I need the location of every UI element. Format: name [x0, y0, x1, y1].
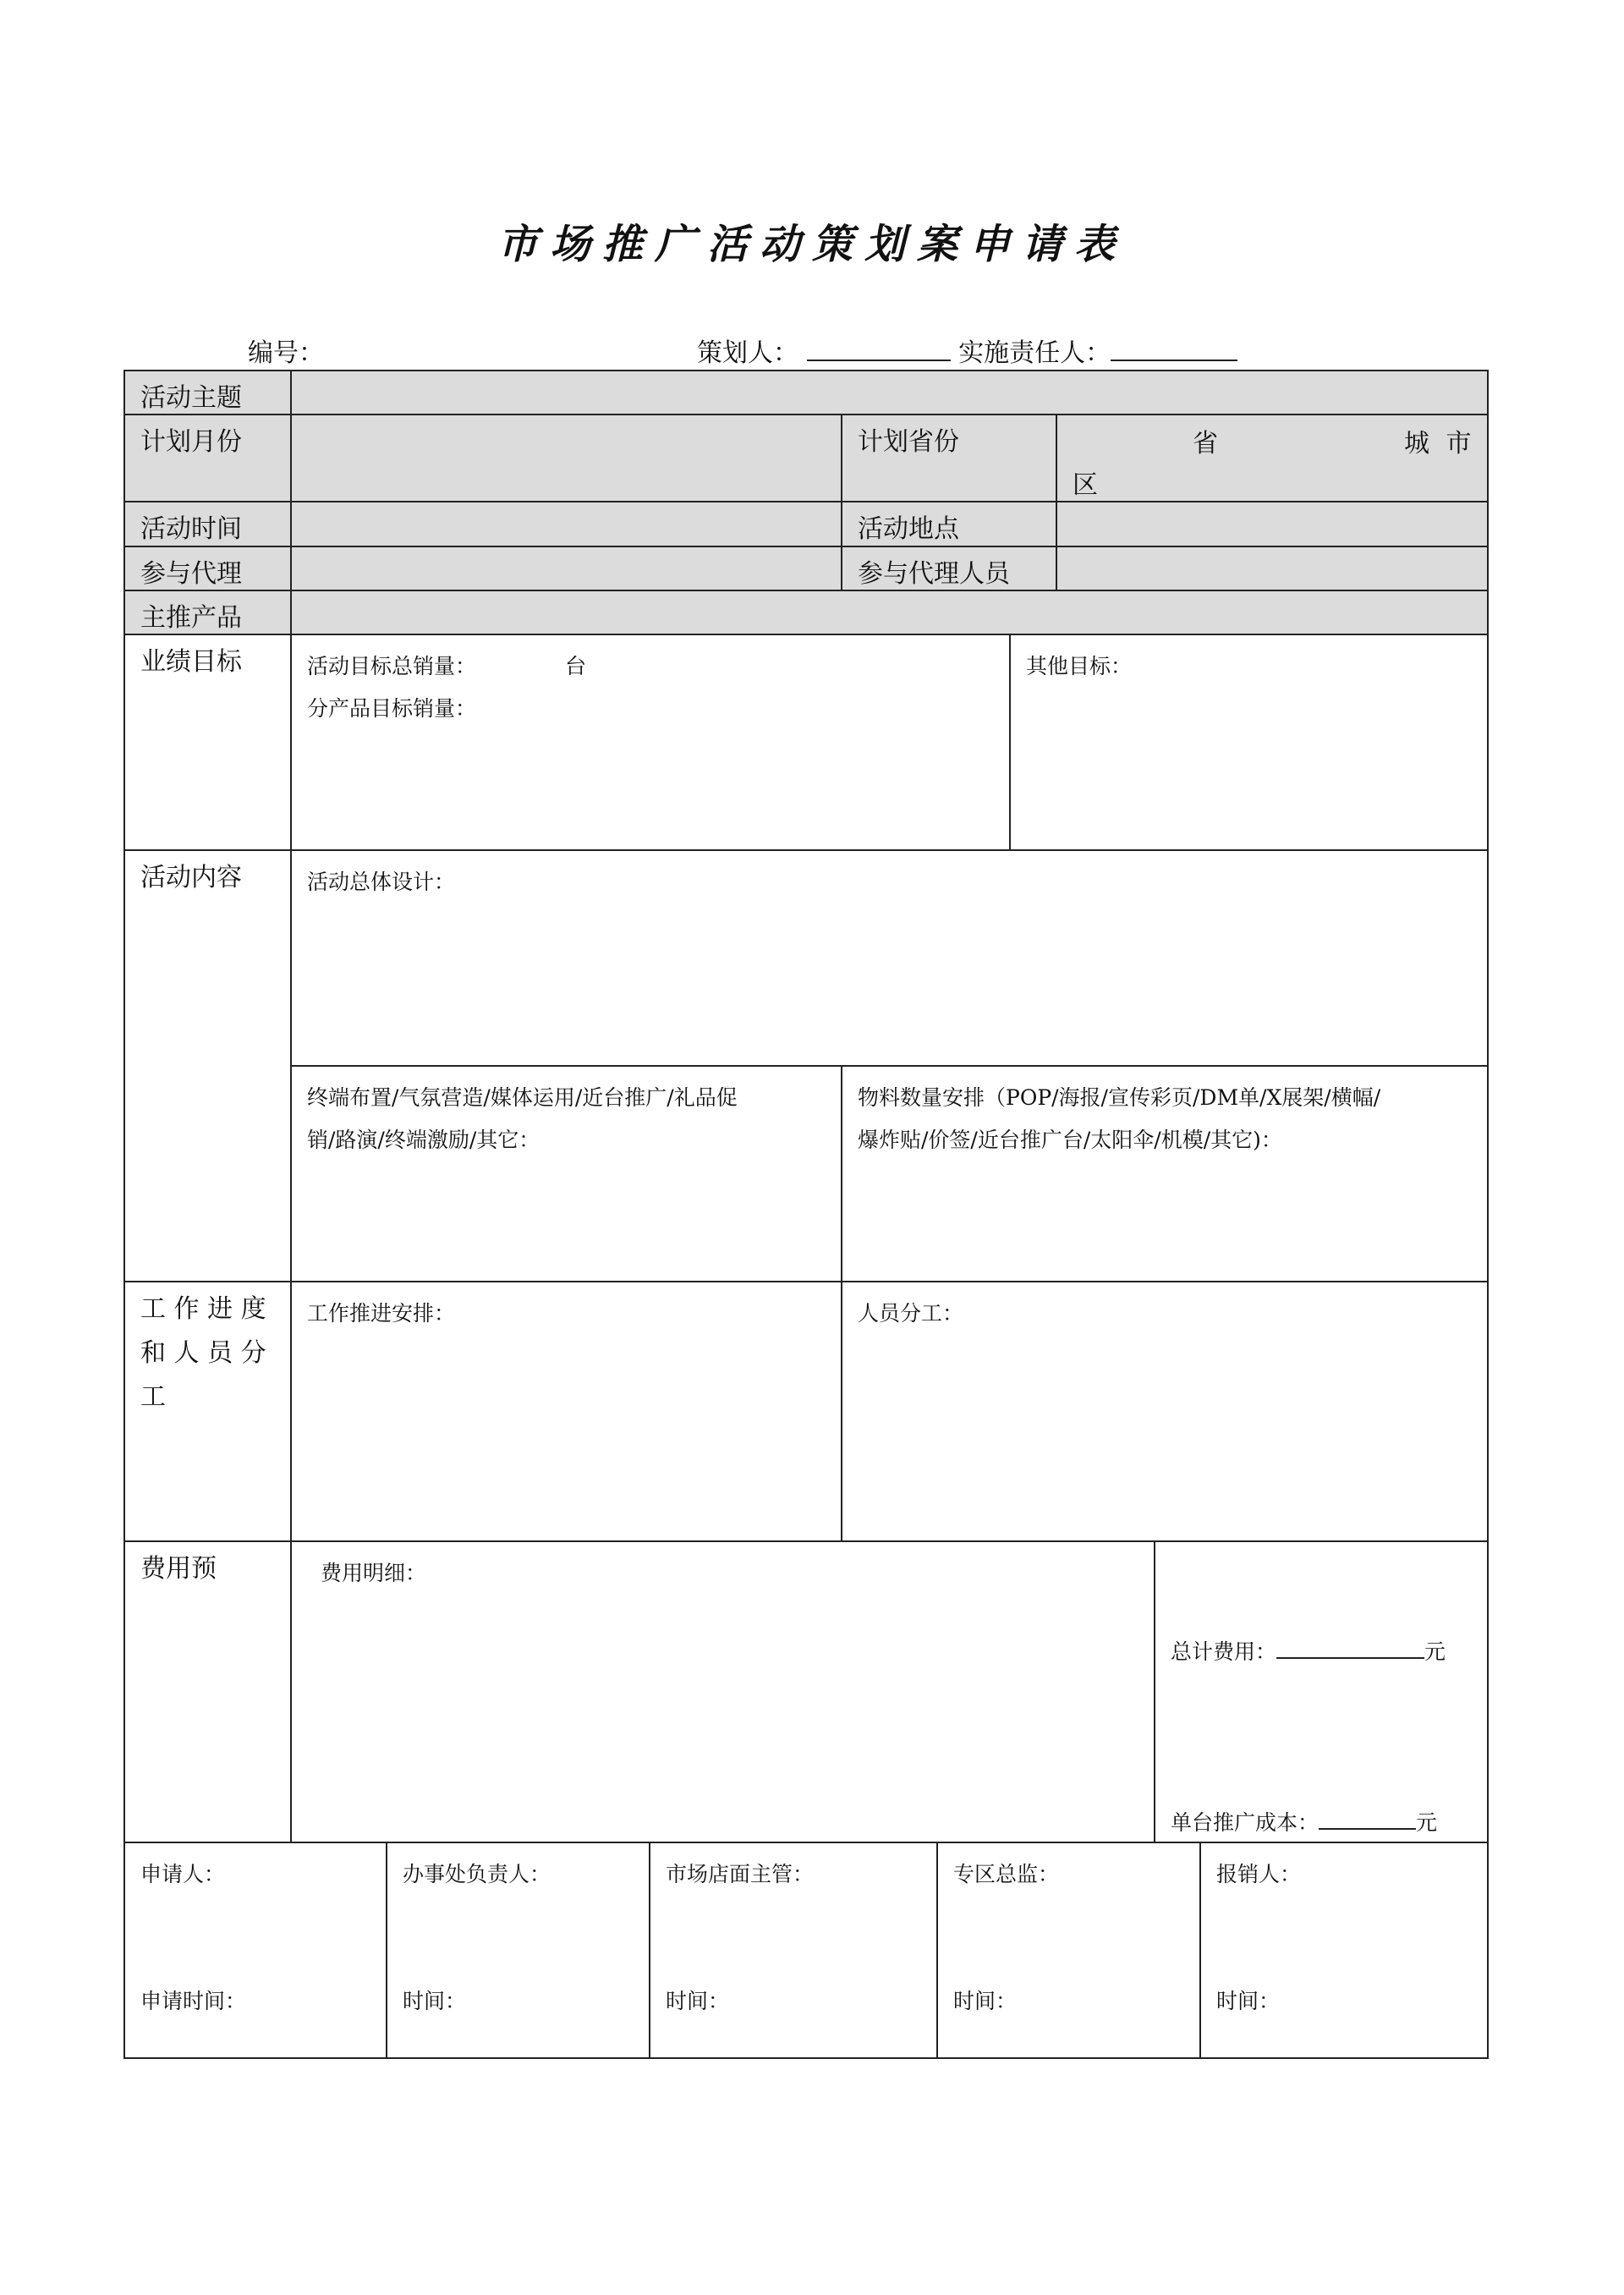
signature-store-supervisor[interactable]: 市场店面主管： 时间： — [649, 1842, 938, 2059]
work-plan-label: 工作推进安排： — [307, 1301, 456, 1326]
province-label: 计划省份 — [841, 414, 1057, 502]
progress-label: 工 作 进 度 和 人 员 分 工 — [123, 1281, 292, 1542]
terminal-label-2: 销/路演/终端激励/其它： — [307, 1128, 540, 1152]
work-plan-input[interactable] — [290, 1281, 842, 1542]
planner-label: 策划人： — [697, 338, 798, 368]
agent-label: 参与代理 — [123, 546, 292, 591]
signature-reimburser[interactable]: 报销人： 时间： — [1199, 1842, 1489, 2059]
agent-staff-input[interactable] — [1056, 546, 1489, 591]
unit-cost-label: 单台推广成本： — [1171, 1810, 1320, 1835]
content-label: 活动内容 — [123, 849, 292, 1282]
signature-zone-director[interactable]: 专区总监： 时间： — [936, 1842, 1201, 2059]
time-label: 活动时间 — [123, 501, 292, 547]
cost-summary: 总计费用： 元 单台推广成本： 元 — [1154, 1540, 1489, 1843]
responsible-label: 实施责任人： — [958, 338, 1111, 368]
other-target-label: 其他目标： — [1026, 654, 1133, 678]
product-input[interactable] — [290, 590, 1489, 635]
form-title: 市场推广活动策划案申请表 — [497, 221, 1127, 268]
theme-label: 活动主题 — [123, 370, 292, 415]
target-total-label: 活动目标总销量： — [307, 654, 477, 678]
total-cost-label: 总计费用： — [1171, 1639, 1277, 1664]
target-unit: 台 — [565, 654, 587, 678]
unit-cost-input[interactable] — [1319, 1808, 1416, 1830]
city-unit: 城 市 — [1404, 429, 1472, 458]
budget-label: 费用预 — [123, 1540, 292, 1843]
planner-field[interactable] — [697, 332, 1237, 369]
total-cost-input[interactable] — [1276, 1637, 1424, 1659]
terminal-label: 终端布置/气氛营造/媒体运用/近台推广/礼品促 — [307, 1085, 738, 1110]
product-label: 主推产品 — [123, 590, 292, 635]
overall-design-label: 活动总体设计： — [307, 870, 456, 894]
budget-detail-input[interactable] — [290, 1540, 1155, 1843]
location-input[interactable] — [1056, 501, 1489, 547]
month-input[interactable] — [290, 414, 842, 502]
terminal-input[interactable] — [290, 1065, 842, 1282]
location-label: 活动地点 — [841, 501, 1057, 547]
target-sub-label: 分产品目标销量： — [307, 696, 477, 721]
staff-division-input[interactable] — [841, 1281, 1489, 1542]
material-label-2: 爆炸贴/价签/近台推广台/太阳伞/机模/其它)： — [858, 1128, 1282, 1152]
district-unit: 区 — [1073, 470, 1098, 500]
agent-staff-label: 参与代理人员 — [841, 546, 1057, 591]
other-target-input[interactable] — [1009, 634, 1489, 851]
target-label: 业绩目标 — [123, 634, 292, 851]
month-label: 计划月份 — [123, 414, 292, 502]
province-input[interactable] — [1056, 414, 1489, 502]
province-unit: 省 — [1193, 429, 1218, 458]
target-input[interactable] — [290, 634, 1011, 851]
theme-input[interactable] — [290, 370, 1489, 415]
signature-applicant[interactable]: 申请人： 申请时间： — [123, 1842, 387, 2059]
budget-detail-label: 费用明细： — [321, 1561, 427, 1585]
agent-input[interactable] — [290, 546, 842, 591]
number-label: 编号： — [248, 338, 324, 368]
material-label: 物料数量安排（POP/海报/宣传彩页/DM单/X展架/横幅/ — [858, 1085, 1381, 1110]
staff-division-label: 人员分工： — [858, 1301, 964, 1326]
time-input[interactable] — [290, 501, 842, 547]
material-input[interactable] — [841, 1065, 1489, 1282]
overall-design-input[interactable] — [290, 849, 1489, 1067]
signature-office-head[interactable]: 办事处负责人： 时间： — [386, 1842, 650, 2059]
